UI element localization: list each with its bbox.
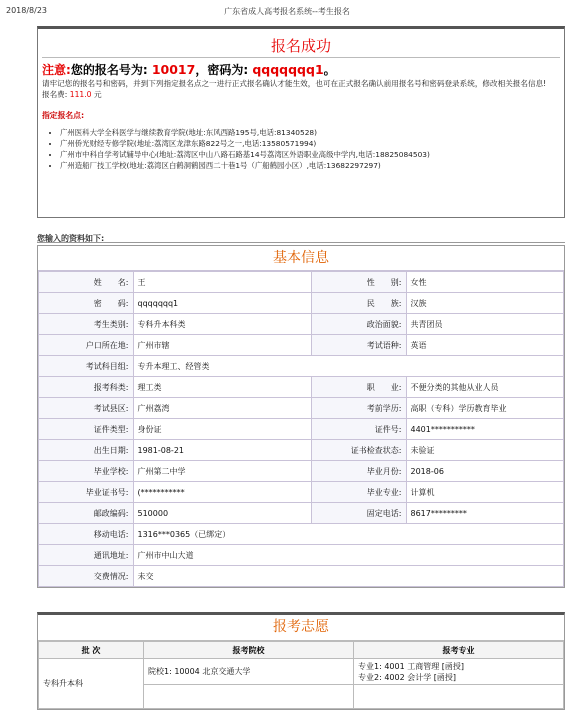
field-value: 8617********* <box>406 503 564 524</box>
volunteer-panel <box>37 612 565 710</box>
list-item: • 广州造船厂技工学校(地址:荔湾区白鹤洞鹤园西二十巷1号（广船鹤园小区）,电话:13682297297) <box>60 160 564 171</box>
field-value: 未验证 <box>406 440 564 461</box>
success-panel <box>37 26 565 218</box>
field-value: 510000 <box>133 503 312 524</box>
field-value: 共青团员 <box>406 314 564 335</box>
notice-text-1: 您的报名号为: <box>70 63 148 77</box>
field-value: 未交 <box>133 566 564 587</box>
table-header-row <box>39 642 564 659</box>
volunteer-table <box>38 641 564 709</box>
print-title: 广东省成人高考报名系统--考生报名 <box>224 7 350 16</box>
table-row <box>39 461 564 482</box>
success-title: 报名成功 <box>270 37 331 55</box>
major-cell <box>354 659 564 685</box>
fee-amount: 111.0 <box>69 90 92 99</box>
field-value: 王 <box>133 272 312 293</box>
table-row <box>39 503 564 524</box>
field-value: 广州第二中学 <box>133 461 312 482</box>
table-row <box>39 440 564 461</box>
field-value: 2018-06 <box>406 461 564 482</box>
notice-text-2: ，密码为: <box>195 63 249 77</box>
field-label: 考试科目组: <box>39 356 134 377</box>
list-item: • 广州医科大学全科医学与继续教育学院(地址:东风西路195号,电话:81340528) <box>60 127 564 138</box>
table-row <box>39 272 564 293</box>
field-value: qqqqqqq1 <box>133 293 312 314</box>
table-row <box>39 356 564 377</box>
major-1: 专业1: 4001 工商管理 [函授] <box>358 661 465 671</box>
field-value: 计算机 <box>406 482 564 503</box>
field-label: 报考科类: <box>39 377 134 398</box>
field-value: 1316***0365（已绑定） <box>133 524 564 545</box>
table-row <box>39 377 564 398</box>
field-label: 出生日期: <box>39 440 134 461</box>
notice-end: 。 <box>323 63 336 77</box>
registration-number: 10017 <box>151 62 196 77</box>
table-row <box>39 482 564 503</box>
field-value: 广州市辖 <box>133 335 312 356</box>
field-label: 证件类型: <box>39 419 134 440</box>
divider <box>42 57 560 58</box>
field-value: 英语 <box>406 335 564 356</box>
field-label: 证件号: <box>312 419 407 440</box>
header-batch: 批 次 <box>39 642 144 659</box>
field-label: 性 别: <box>312 272 407 293</box>
field-label: 通讯地址: <box>39 545 134 566</box>
list-item: • 广州侨光财经专修学院(地址:荔湾区龙津东路822号之一,电话:13580571994) <box>60 138 564 149</box>
field-value: 理工类 <box>133 377 312 398</box>
table-row <box>39 398 564 419</box>
fee-line <box>42 89 560 100</box>
school-cell: 院校1: 10004 北京交通大学 <box>144 659 354 685</box>
field-value: (*********** <box>133 482 312 503</box>
instruction-text: 请牢记您的报名号和密码，并到下列指定报名点之一进行正式报名确认才能生效，也可在正式报名确认前用报名号和密码登录系统，修改相关报名信息! <box>42 79 547 88</box>
list-item: • 广州市中科自学考试辅导中心(地址:荔湾区中山八路石路基14号荔湾区外语职业高级中学内,电话:18825084503) <box>60 149 564 160</box>
table-row <box>39 335 564 356</box>
field-label: 户口所在地: <box>39 335 134 356</box>
field-label: 考试语种: <box>312 335 407 356</box>
field-label: 考生类别: <box>39 314 134 335</box>
notice-prefix: 注意: <box>42 63 71 77</box>
field-label: 毕业学校: <box>39 461 134 482</box>
header-major: 报考专业 <box>354 642 564 659</box>
registration-notice <box>42 61 560 78</box>
basic-info-panel <box>37 245 565 588</box>
major-2: 专业2: 4002 会计学 [函授] <box>358 672 457 682</box>
fee-unit: 元 <box>93 90 102 99</box>
site-list <box>60 127 564 171</box>
field-label: 政治面貌: <box>312 314 407 335</box>
field-value: 不便分类的其他从业人员 <box>406 377 564 398</box>
field-value: 4401*********** <box>406 419 564 440</box>
field-label: 毕业证书号: <box>39 482 134 503</box>
field-value: 身份证 <box>133 419 312 440</box>
table-row <box>39 545 564 566</box>
browser-print-header <box>0 6 574 20</box>
table-row <box>39 659 564 685</box>
field-label: 固定电话: <box>312 503 407 524</box>
field-value: 1981-08-21 <box>133 440 312 461</box>
section-divider <box>37 242 565 243</box>
basic-info-table <box>38 271 564 587</box>
field-value: 女性 <box>406 272 564 293</box>
field-value: 汉族 <box>406 293 564 314</box>
field-label: 邮政编码: <box>39 503 134 524</box>
field-value: 广州市中山大道 <box>133 545 564 566</box>
field-label: 毕业专业: <box>312 482 407 503</box>
basic-info-title: 基本信息 <box>38 246 564 271</box>
field-label: 民 族: <box>312 293 407 314</box>
input-section-label: 您输入的资料如下: <box>37 234 105 243</box>
field-value: 专科升本科类 <box>133 314 312 335</box>
field-label: 证书检查状态: <box>312 440 407 461</box>
table-row <box>39 314 564 335</box>
field-label: 毕业月份: <box>312 461 407 482</box>
field-label: 姓 名: <box>39 272 134 293</box>
field-label: 密 码: <box>39 293 134 314</box>
print-date: 2018/8/23 <box>6 6 48 15</box>
header-school: 报考院校 <box>144 642 354 659</box>
table-row <box>39 293 564 314</box>
sites-title: 指定报名点: <box>42 111 85 120</box>
table-row <box>39 566 564 587</box>
batch-cell: 专科升本科 <box>39 659 144 709</box>
password-value: qqqqqqq1 <box>252 62 324 77</box>
school-cell-empty <box>144 685 354 709</box>
field-label: 考试县区: <box>39 398 134 419</box>
field-label: 职 业: <box>312 377 407 398</box>
field-value: 广州荔湾 <box>133 398 312 419</box>
volunteer-title: 报考志愿 <box>38 615 564 641</box>
major-cell-empty <box>354 685 564 709</box>
field-label: 考前学历: <box>312 398 407 419</box>
field-label: 移动电话: <box>39 524 134 545</box>
fee-label: 报名费: <box>42 90 68 99</box>
field-label: 交费情况: <box>39 566 134 587</box>
field-value: 专升本理工、经管类 <box>133 356 564 377</box>
table-row <box>39 524 564 545</box>
table-row <box>39 419 564 440</box>
field-value: 高职（专科）学历教育毕业 <box>406 398 564 419</box>
